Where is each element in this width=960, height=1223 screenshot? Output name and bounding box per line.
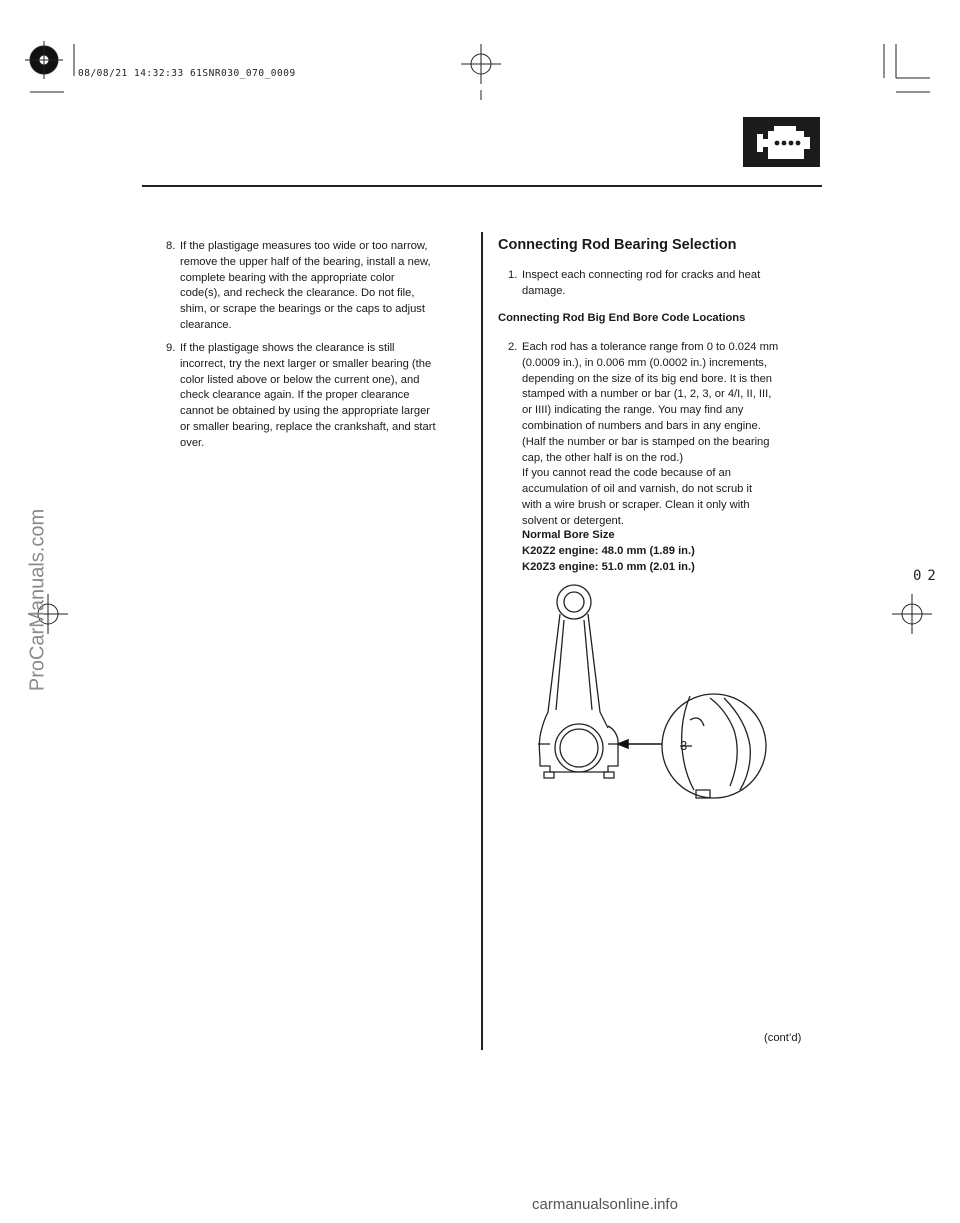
text-line: Each rod has a tolerance range from 0 to 0.024 mm — [522, 341, 779, 353]
header-rule — [142, 185, 822, 187]
text-line: color listed above or below the current one), and — [180, 373, 420, 386]
sidebar-watermark: ProCarManuals.com — [26, 508, 49, 692]
bore-size-spec — [522, 528, 695, 575]
section-heading: Connecting Rod Bearing Selection — [498, 237, 737, 253]
engine-icon — [743, 117, 820, 167]
subheading: Connecting Rod Big End Bore Code Locations — [498, 312, 746, 324]
step-number: 1. — [508, 269, 518, 281]
text-line: incorrect, try the next larger or smaller bearing (the — [180, 357, 432, 370]
column-divider — [481, 232, 483, 1050]
text-line: stamped with a number or bar (1, 2, 3, or 4/I, II, III, — [522, 388, 772, 401]
text-line: damage. — [522, 284, 566, 297]
text-line: Inspect each connecting rod for cracks and heat — [522, 269, 761, 281]
step-9 — [166, 341, 466, 452]
text-line: cannot be obtained by using the appropriate larger — [180, 405, 431, 418]
footer-watermark: carmanualsonline.info — [532, 1196, 678, 1213]
spec-title: Normal Bore Size — [522, 529, 615, 541]
step-2 — [508, 340, 808, 530]
text-line: with a wire brush or scraper. Clean it only with — [522, 498, 750, 511]
text-line: code(s), and recheck the clearance. Do not file, — [180, 287, 415, 300]
continued-label: (cont’d) — [764, 1032, 802, 1044]
text-line: (0.0009 in.), in 0.006 mm (0.0002 in.) increments, — [522, 356, 767, 369]
text-line: depending on the size of its big end bore. It is then — [522, 372, 773, 385]
text-line: accumulation of oil and varnish, do not scrub it — [522, 483, 753, 496]
text-line: check clearance again. If the proper clearance — [180, 389, 410, 402]
text-line: If the plastigage measures too wide or too narrow, — [180, 240, 428, 252]
text-line: combination of numbers and bars in any engine. — [522, 419, 761, 432]
step-number: 8. — [166, 240, 176, 252]
step-number: 9. — [166, 342, 176, 354]
text-line: cap, the other half is on the rod.) — [522, 451, 684, 464]
text-line: If the plastigage shows the clearance is still — [180, 342, 395, 354]
spec-k20z3: K20Z3 engine: 51.0 mm (2.01 in.) — [522, 560, 695, 573]
step-1 — [508, 268, 808, 300]
step-number: 2. — [508, 341, 518, 353]
text-line: solvent or detergent. — [522, 514, 624, 527]
text-line: (Half the number or bar is stamped on the bearing — [522, 435, 770, 448]
text-line: remove the upper half of the bearing, install a new, — [180, 255, 431, 268]
text-line: or smaller bearing, replace the crankshaft, and start — [180, 420, 436, 433]
print-stamp: 08/08/21 14:32:33 61SNR030_070_0009 — [78, 68, 296, 79]
spec-k20z2: K20Z2 engine: 48.0 mm (1.89 in.) — [522, 544, 695, 557]
page-code: 02 — [913, 568, 942, 584]
text-line: shim, or scrape the bearings or the caps to adjust — [180, 303, 426, 316]
text-line: over. — [180, 436, 205, 449]
connecting-rod-illustration — [530, 580, 790, 800]
text-line: If you cannot read the code because of an — [522, 467, 731, 480]
rod-code-label: 3 — [680, 738, 688, 753]
step-8 — [166, 239, 466, 334]
text-line: or IIII) indicating the range. You may find any — [522, 404, 744, 417]
text-line: clearance. — [180, 318, 232, 331]
text-line: complete bearing with the appropriate color — [180, 271, 395, 284]
